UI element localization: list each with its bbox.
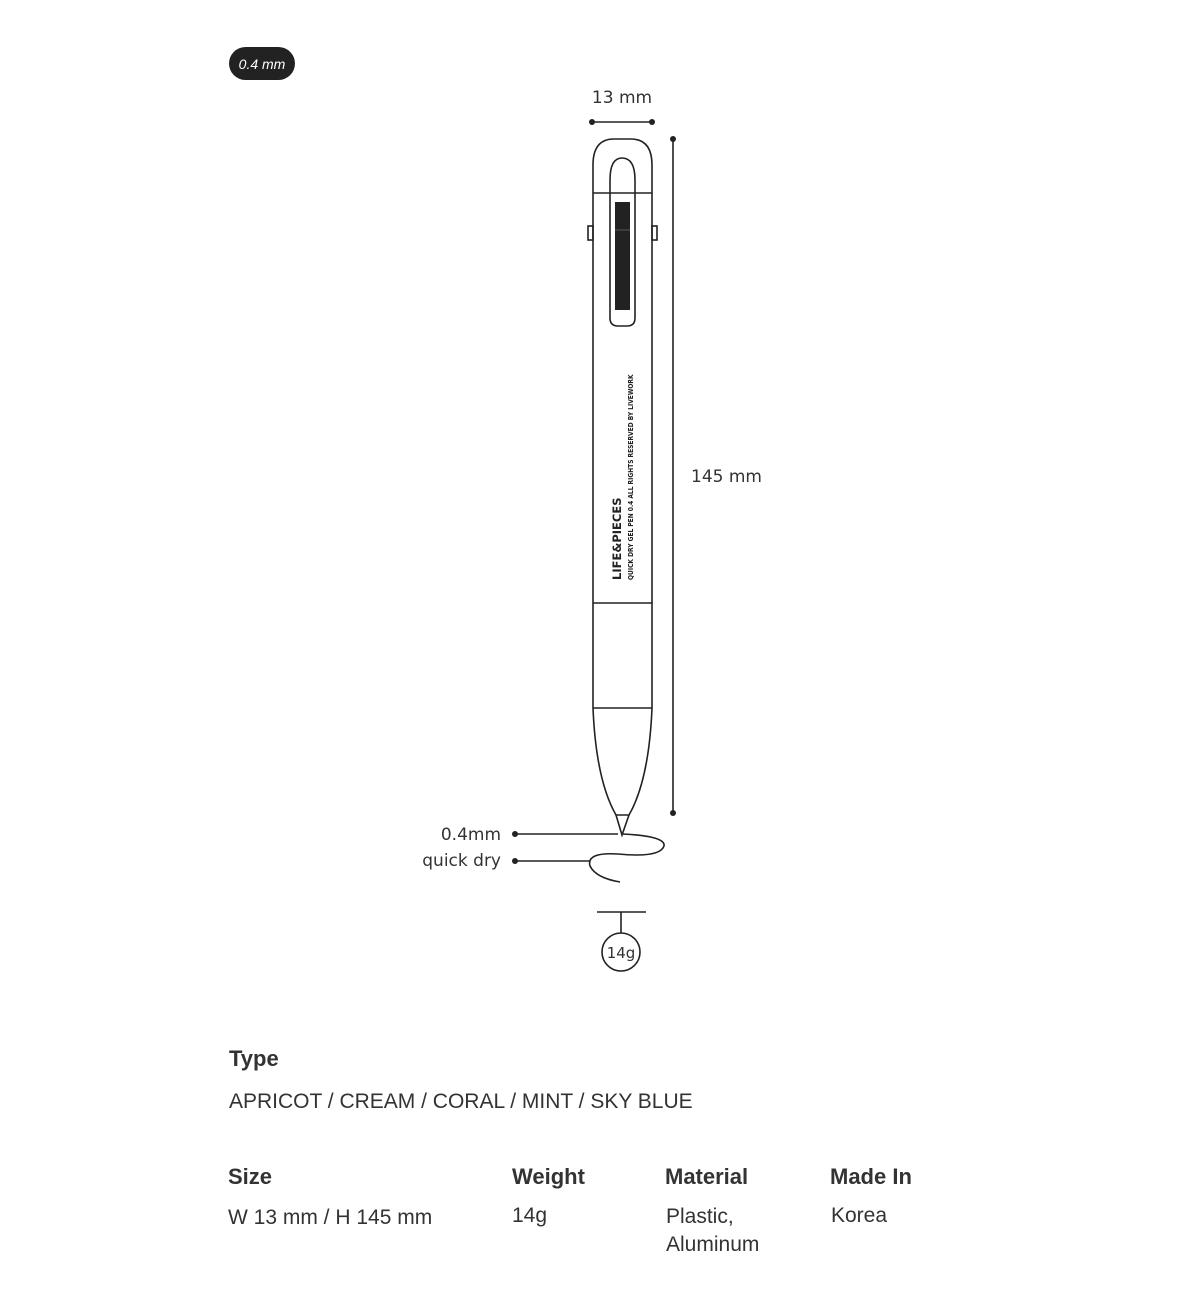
made-in-heading: Made In	[830, 1164, 912, 1189]
clip-window	[615, 202, 630, 310]
type-value: APRICOT / CREAM / CORAL / MINT / SKY BLUE	[229, 1090, 693, 1113]
width-dim-dot-left	[589, 119, 595, 125]
type-heading: Type	[229, 1046, 279, 1071]
material-value-line1: Plastic,	[666, 1205, 734, 1228]
material-heading: Material	[665, 1164, 749, 1189]
pen-cap-outline	[593, 139, 652, 193]
weight-value: 14g	[512, 1204, 548, 1227]
brand-text: LIFE&PIECES	[610, 497, 624, 580]
size-heading: Size	[228, 1164, 273, 1189]
dry-label: quick dry	[422, 851, 501, 871]
width-dim-dot-right	[649, 119, 655, 125]
made-in-value: Korea	[831, 1204, 888, 1227]
tip-label: 0.4mm	[440, 825, 501, 845]
height-dim-dot-bottom	[670, 810, 676, 816]
dry-leader-dot	[512, 858, 518, 864]
height-label: 145 mm	[691, 467, 762, 487]
pen-nib	[616, 815, 629, 835]
tip-leader-dot	[512, 831, 518, 837]
ink-squiggle	[590, 834, 665, 882]
barrel-sub-text: QUICK DRY GEL PEN 0.4 ALL RIGHTS RESERVED BY LIVEWORK	[627, 374, 635, 580]
tip-size-badge-label: 0.4 mm	[238, 55, 286, 72]
pen-tip-cone	[593, 708, 652, 815]
width-label: 13 mm	[591, 88, 653, 108]
weight-heading: Weight	[512, 1164, 585, 1189]
material-value-line2: Aluminum	[666, 1233, 760, 1256]
size-value: W 13 mm / H 145 mm	[228, 1206, 433, 1229]
weight-label: 14g	[606, 944, 636, 962]
height-dim-dot-top	[670, 136, 676, 142]
